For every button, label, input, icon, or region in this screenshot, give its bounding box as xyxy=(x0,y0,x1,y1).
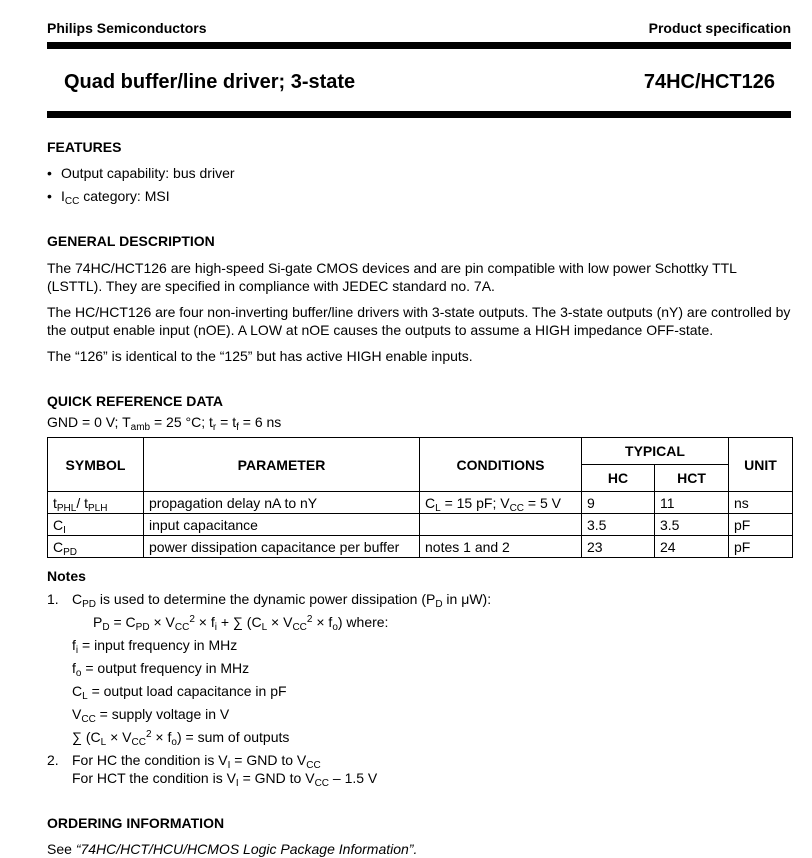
note-1-text: $C_{PD}$ is used to determine the dynamic power dissipation ($P_D$ in μW): xyxy=(72,591,492,610)
col-parameter: PARAMETER xyxy=(144,438,420,492)
def-vcc: $V_{CC}$ = supply voltage in V xyxy=(72,706,230,725)
cell-symbol: $C_I$ xyxy=(48,514,144,536)
note-1-number: 1. xyxy=(47,591,59,607)
package-info-reference: “74HC/HCT/HCU/HCMOS Logic Package Information”. xyxy=(75,841,418,857)
cell-hct: 11 xyxy=(655,492,729,514)
def-fi: $f_i$ = input frequency in MHz xyxy=(72,637,238,656)
def-fo: $f_o$ = output frequency in MHz xyxy=(72,660,250,679)
cell-hct: 24 xyxy=(655,536,729,558)
def-sum: ∑ $(C_L \times V_{CC}^2 \times f_o)$ = sum of outputs xyxy=(72,729,290,748)
table-row xyxy=(48,514,793,536)
feature-item: • $I_{CC}$ category: MSI xyxy=(47,188,170,207)
col-symbol: SYMBOL xyxy=(48,438,144,492)
cell-hc: 3.5 xyxy=(582,514,655,536)
quick-ref-heading: QUICK REFERENCE DATA xyxy=(47,393,224,409)
note-2-line-1: For HC the condition is $V_I$ = GND to $V_{CC}$ xyxy=(72,752,321,771)
cell-unit: pF xyxy=(729,536,793,558)
note-2-number: 2. xyxy=(47,752,59,768)
cell-hct: 3.5 xyxy=(655,514,729,536)
ordering-text: See “74HC/HCT/HCU/HCMOS Logic Package Information”. xyxy=(47,841,418,857)
company-name: Philips Semiconductors xyxy=(47,20,207,36)
cell-hc: 23 xyxy=(582,536,655,558)
cell-parameter: power dissipation capacitance per buffer xyxy=(144,536,420,558)
doc-type: Product specification xyxy=(648,20,791,36)
cell-symbol: $C_{PD}$ xyxy=(48,536,144,558)
power-formula: $P_D = C_{PD} \times V_{CC}^2 \times f_i$ + ∑ $(C_L \times V_{CC}^2 \times f_o)$ where: xyxy=(93,614,389,633)
cell-conditions xyxy=(420,514,582,536)
quick-ref-conditions: GND = 0 V; $T_{amb} = 25$ °C; $t_r = t_f = 6$ ns xyxy=(47,414,282,433)
cell-unit: pF xyxy=(729,514,793,536)
cell-symbol: $t_{PHL}/$ $t_{PLH}$ xyxy=(48,492,144,514)
col-conditions: CONDITIONS xyxy=(420,438,582,492)
cell-conditions: $C_L = 15$ pF; $V_{CC} = 5$ V xyxy=(420,492,582,514)
feature-item: • Output capability: bus driver xyxy=(47,165,235,181)
general-p3: The “126” is identical to the “125” but has active HIGH enable inputs. xyxy=(47,348,473,364)
note-2-line-2: For HCT the condition is $V_I$ = GND to $V_{CC} - 1.5$ V xyxy=(72,770,378,789)
general-p2: The HC/HCT126 are four non-inverting buffer/line drivers with 3-state outputs. The 3-state outputs (nY) are controlled by the output enable input (nOE). A LOW at nOE causes the outputs to assume a HIGH impedance OFF-state. xyxy=(47,304,791,338)
cell-parameter: input capacitance xyxy=(144,514,420,536)
title-rule xyxy=(47,111,791,118)
col-typical: TYPICAL xyxy=(582,438,729,465)
page-title: Quad buffer/line driver; 3-state xyxy=(64,71,356,93)
col-hc: HC xyxy=(582,465,655,492)
notes-heading: Notes xyxy=(47,568,86,584)
col-hct: HCT xyxy=(655,465,729,492)
part-number: 74HC/HCT126 xyxy=(643,71,775,93)
table-row xyxy=(48,492,793,514)
cell-conditions: notes 1 and 2 xyxy=(420,536,582,558)
cell-unit: ns xyxy=(729,492,793,514)
quick-ref-table xyxy=(47,437,793,558)
table-row xyxy=(48,536,793,558)
top-rule xyxy=(47,42,791,49)
ordering-heading: ORDERING INFORMATION xyxy=(47,815,225,831)
col-unit: UNIT xyxy=(729,438,793,492)
general-p1: The 74HC/HCT126 are high-speed Si-gate CMOS devices and are pin compatible with low power Schottky TTL (LSTTL). They are specified in compliance with JEDEC standard no. 7A. xyxy=(47,260,737,294)
general-heading: GENERAL DESCRIPTION xyxy=(47,233,215,249)
features-heading: FEATURES xyxy=(47,139,122,155)
cell-hc: 9 xyxy=(582,492,655,514)
def-cl: $C_L$ = output load capacitance in pF xyxy=(72,683,287,702)
cell-parameter: propagation delay nA to nY xyxy=(144,492,420,514)
